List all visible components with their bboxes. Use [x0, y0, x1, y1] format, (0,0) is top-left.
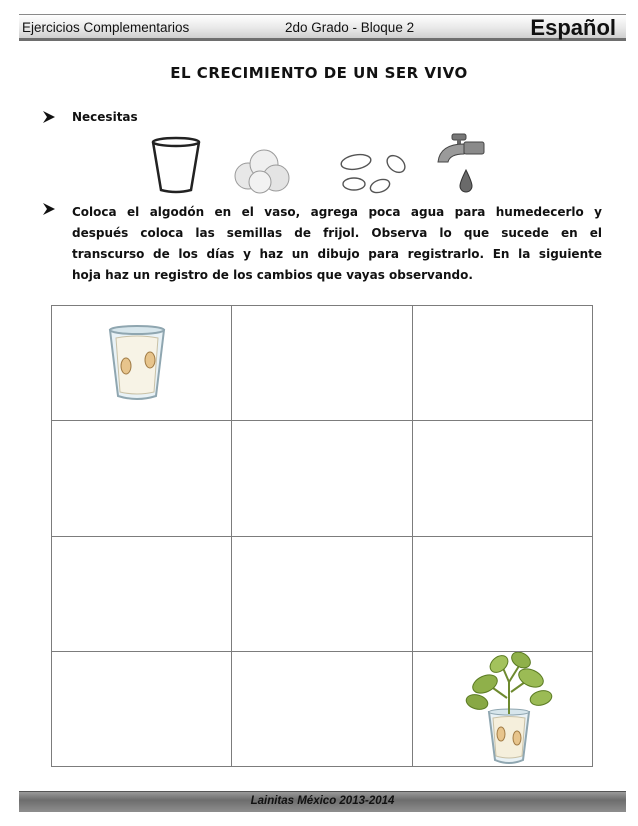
- instructions-paragraph: [72, 202, 602, 286]
- instructions-line: después coloca las semillas de frijol. Observa lo que sucede en el: [72, 226, 602, 240]
- cotton-icon: [232, 146, 292, 194]
- glass-with-cotton-icon: [106, 324, 168, 402]
- grid-cell[interactable]: [52, 421, 232, 536]
- header-left-title: Ejercicios Complementarios: [22, 20, 190, 35]
- instructions-line: transcurso de los días y haz un dibujo para registrarlo. En la siguiente: [72, 247, 602, 261]
- grid-cell[interactable]: [232, 536, 412, 651]
- sprouting-plant-icon: [457, 652, 553, 766]
- instructions-line: Coloca el algodón en el vaso, agrega poca agua para humedecerlo y: [72, 205, 602, 219]
- grid-cell[interactable]: [52, 536, 232, 651]
- page-title: EL CRECIMIENTO DE UN SER VIVO: [170, 64, 468, 82]
- arrow-bullet-icon: [42, 202, 56, 216]
- grid-cell[interactable]: [412, 421, 592, 536]
- grid-cell[interactable]: [232, 651, 412, 766]
- page-footer: [19, 791, 626, 812]
- grid-cell[interactable]: [412, 536, 592, 651]
- grid-cell[interactable]: [412, 651, 592, 766]
- header-subject: Español: [530, 15, 616, 40]
- observation-grid: [51, 305, 593, 767]
- instructions-line: hoja haz un registro de los cambios que vayas observando.: [72, 268, 473, 282]
- header-grade: 2do Grado - Bloque 2: [285, 20, 415, 35]
- arrow-bullet-icon: [42, 110, 56, 124]
- faucet-icon: [430, 132, 488, 198]
- grid-cell[interactable]: [232, 421, 412, 536]
- grid-cell[interactable]: [52, 651, 232, 766]
- grid-cell[interactable]: [52, 306, 232, 421]
- needs-label: Necesitas: [72, 110, 138, 124]
- glass-icon: [150, 136, 202, 194]
- grid-cell[interactable]: [232, 306, 412, 421]
- footer-text: Lainitas México 2013-2014: [250, 795, 395, 807]
- beans-icon: [338, 150, 412, 196]
- grid-cell[interactable]: [412, 306, 592, 421]
- page-header: [19, 14, 626, 41]
